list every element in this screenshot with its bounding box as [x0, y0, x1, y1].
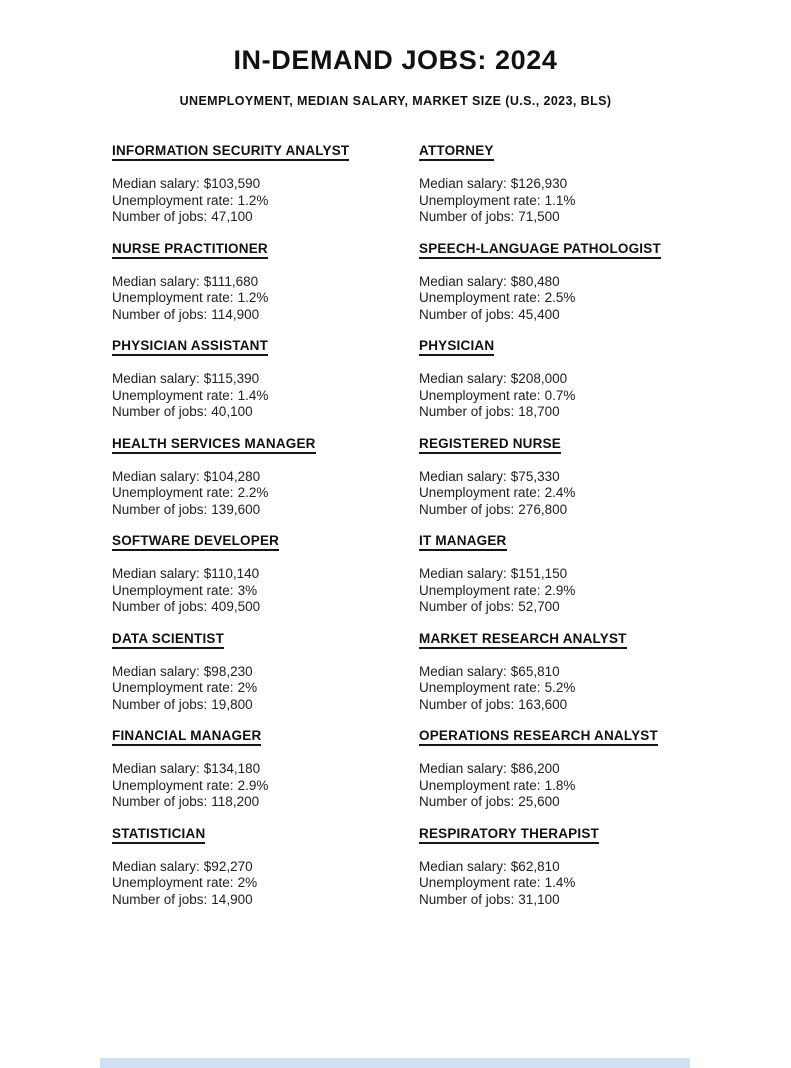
- number-of-jobs-label: Number of jobs:: [112, 501, 208, 517]
- median-salary-line: [419, 664, 751, 681]
- unemployment-rate-line: [112, 388, 419, 405]
- job-section: [419, 532, 751, 616]
- job-section: [419, 435, 751, 519]
- unemployment-rate-line: [419, 680, 751, 697]
- median-salary-line: [419, 566, 751, 583]
- number-of-jobs-label: Number of jobs:: [112, 599, 208, 614]
- unemployment-rate-value: 2.5%: [544, 290, 576, 305]
- job-section: [112, 142, 419, 226]
- unemployment-rate-line: [419, 290, 751, 307]
- number-of-jobs-label: Number of jobs:: [419, 696, 515, 712]
- number-of-jobs-label: Number of jobs:: [112, 794, 208, 809]
- median-salary-line: [112, 566, 419, 583]
- job-section: [419, 727, 751, 811]
- median-salary-label: Median salary:: [419, 371, 507, 386]
- median-salary-line: [112, 761, 419, 778]
- unemployment-rate-label: Unemployment rate:: [112, 387, 234, 403]
- number-of-jobs-label: Number of jobs:: [419, 891, 515, 907]
- number-of-jobs-value: 31,100: [518, 891, 560, 907]
- job-title: [419, 435, 751, 452]
- median-salary-value: $86,200: [510, 761, 560, 776]
- unemployment-rate-line: [419, 875, 751, 892]
- number-of-jobs-line: [419, 404, 751, 421]
- median-salary-line: [419, 371, 751, 388]
- job-title-text: SPEECH-LANGUAGE PATHOLOGIST: [419, 241, 661, 259]
- unemployment-rate-label: Unemployment rate:: [419, 680, 541, 695]
- median-salary-line: [419, 761, 751, 778]
- unemployment-rate-line: [419, 778, 751, 795]
- unemployment-rate-value: 1.4%: [544, 875, 576, 890]
- job-section: [112, 727, 419, 811]
- job-title-text: INFORMATION SECURITY ANALYST: [112, 143, 349, 161]
- unemployment-rate-line: [112, 583, 419, 600]
- unemployment-rate-label: Unemployment rate:: [112, 290, 234, 305]
- job-title-text: STATISTICIAN: [112, 826, 205, 844]
- number-of-jobs-line: [112, 307, 419, 324]
- job-title: [419, 532, 751, 549]
- unemployment-rate-value: 2.9%: [237, 777, 269, 793]
- median-salary-label: Median salary:: [419, 761, 507, 776]
- job-section: [419, 142, 751, 226]
- job-title: [112, 630, 419, 647]
- job-section: [419, 240, 751, 324]
- median-salary-label: Median salary:: [112, 858, 200, 874]
- median-salary-label: Median salary:: [112, 761, 200, 776]
- number-of-jobs-line: [419, 697, 751, 714]
- median-salary-value: $104,280: [203, 468, 261, 484]
- median-salary-value: $75,330: [510, 468, 560, 484]
- unemployment-rate-line: [112, 193, 419, 210]
- median-salary-label: Median salary:: [112, 566, 200, 581]
- median-salary-label: Median salary:: [112, 273, 200, 289]
- unemployment-rate-line: [112, 778, 419, 795]
- number-of-jobs-value: 163,600: [518, 696, 568, 712]
- number-of-jobs-line: [112, 794, 419, 811]
- job-title-text: DATA SCIENTIST: [112, 631, 224, 649]
- median-salary-line: [112, 274, 419, 291]
- number-of-jobs-line: [419, 892, 751, 909]
- unemployment-rate-value: 3%: [237, 582, 258, 598]
- unemployment-rate-value: 0.7%: [544, 387, 576, 403]
- job-title-text: SOFTWARE DEVELOPER: [112, 533, 279, 551]
- number-of-jobs-value: 276,800: [518, 501, 568, 517]
- median-salary-value: $92,270: [203, 858, 253, 874]
- median-salary-line: [419, 859, 751, 876]
- number-of-jobs-line: [112, 599, 419, 616]
- job-title: [112, 142, 419, 159]
- job-section: [112, 435, 419, 519]
- job-section: [419, 630, 751, 714]
- unemployment-rate-value: 2%: [237, 875, 258, 890]
- number-of-jobs-value: 52,700: [518, 599, 560, 614]
- unemployment-rate-value: 2.2%: [237, 485, 269, 500]
- number-of-jobs-line: [112, 209, 419, 226]
- median-salary-value: $98,230: [203, 663, 253, 679]
- number-of-jobs-value: 114,900: [211, 306, 260, 322]
- unemployment-rate-line: [112, 485, 419, 502]
- unemployment-rate-label: Unemployment rate:: [112, 485, 234, 500]
- median-salary-value: $103,590: [203, 176, 261, 191]
- number-of-jobs-line: [419, 307, 751, 324]
- median-salary-label: Median salary:: [419, 858, 507, 874]
- number-of-jobs-value: 18,700: [518, 404, 560, 419]
- footer-accent-bar: [100, 1058, 690, 1068]
- unemployment-rate-line: [112, 875, 419, 892]
- unemployment-rate-label: Unemployment rate:: [419, 485, 541, 500]
- median-salary-value: $126,930: [510, 176, 568, 191]
- job-title: [419, 727, 751, 744]
- job-title-text: PHYSICIAN ASSISTANT: [112, 338, 268, 356]
- unemployment-rate-value: 2.4%: [544, 485, 576, 500]
- median-salary-label: Median salary:: [112, 468, 200, 484]
- median-salary-label: Median salary:: [112, 371, 200, 386]
- number-of-jobs-value: 409,500: [211, 599, 261, 614]
- unemployment-rate-value: 1.2%: [237, 290, 269, 305]
- number-of-jobs-value: 40,100: [211, 404, 253, 419]
- unemployment-rate-label: Unemployment rate:: [419, 387, 541, 403]
- unemployment-rate-value: 2.9%: [544, 582, 576, 598]
- median-salary-value: $134,180: [203, 761, 261, 776]
- unemployment-rate-line: [112, 680, 419, 697]
- median-salary-label: Median salary:: [419, 273, 507, 289]
- job-title: [112, 435, 419, 452]
- number-of-jobs-value: 45,400: [518, 306, 560, 322]
- jobs-grid: [0, 142, 791, 922]
- median-salary-line: [419, 274, 751, 291]
- median-salary-value: $80,480: [510, 273, 560, 289]
- job-title-text: REGISTERED NURSE: [419, 436, 561, 454]
- unemployment-rate-line: [419, 485, 751, 502]
- job-title: [112, 532, 419, 549]
- median-salary-label: Median salary:: [419, 176, 507, 191]
- job-title-text: IT MANAGER: [419, 533, 507, 551]
- number-of-jobs-label: Number of jobs:: [419, 794, 515, 809]
- unemployment-rate-value: 5.2%: [544, 680, 576, 695]
- median-salary-line: [419, 176, 751, 193]
- unemployment-rate-label: Unemployment rate:: [419, 777, 541, 793]
- unemployment-rate-value: 1.2%: [237, 192, 269, 208]
- job-section: [112, 630, 419, 714]
- unemployment-rate-value: 1.8%: [544, 777, 576, 793]
- number-of-jobs-label: Number of jobs:: [112, 696, 208, 712]
- number-of-jobs-label: Number of jobs:: [112, 306, 208, 322]
- median-salary-value: $65,810: [510, 663, 560, 679]
- number-of-jobs-label: Number of jobs:: [112, 209, 208, 224]
- unemployment-rate-label: Unemployment rate:: [112, 582, 234, 598]
- median-salary-value: $62,810: [510, 858, 560, 874]
- number-of-jobs-value: 47,100: [211, 209, 253, 224]
- job-title: [112, 727, 419, 744]
- job-title: [419, 240, 751, 257]
- job-title: [112, 240, 419, 257]
- median-salary-label: Median salary:: [419, 468, 507, 484]
- number-of-jobs-line: [112, 697, 419, 714]
- unemployment-rate-line: [419, 193, 751, 210]
- job-title-text: MARKET RESEARCH ANALYST: [419, 631, 627, 649]
- unemployment-rate-label: Unemployment rate:: [112, 680, 234, 695]
- unemployment-rate-value: 1.4%: [237, 387, 269, 403]
- median-salary-line: [112, 664, 419, 681]
- number-of-jobs-line: [112, 404, 419, 421]
- job-section: [419, 825, 751, 909]
- number-of-jobs-line: [112, 502, 419, 519]
- number-of-jobs-value: 118,200: [211, 794, 260, 809]
- unemployment-rate-label: Unemployment rate:: [419, 290, 541, 305]
- unemployment-rate-value: 1.1%: [544, 192, 576, 208]
- unemployment-rate-line: [419, 388, 751, 405]
- unemployment-rate-label: Unemployment rate:: [419, 875, 541, 890]
- number-of-jobs-line: [419, 794, 751, 811]
- unemployment-rate-line: [419, 583, 751, 600]
- job-title-text: PHYSICIAN: [419, 338, 494, 356]
- median-salary-label: Median salary:: [112, 176, 200, 191]
- number-of-jobs-label: Number of jobs:: [419, 306, 515, 322]
- job-title-text: OPERATIONS RESEARCH ANALYST: [419, 728, 658, 746]
- job-title: [419, 630, 751, 647]
- median-salary-label: Median salary:: [419, 663, 507, 679]
- median-salary-line: [112, 859, 419, 876]
- unemployment-rate-label: Unemployment rate:: [419, 582, 541, 598]
- unemployment-rate-label: Unemployment rate:: [419, 192, 541, 208]
- median-salary-line: [112, 176, 419, 193]
- number-of-jobs-label: Number of jobs:: [419, 209, 515, 224]
- number-of-jobs-value: 14,900: [211, 891, 253, 907]
- job-title-text: ATTORNEY: [419, 143, 494, 161]
- number-of-jobs-value: 71,500: [518, 209, 560, 224]
- median-salary-value: $208,000: [510, 371, 568, 386]
- number-of-jobs-value: 139,600: [211, 501, 261, 517]
- number-of-jobs-value: 19,800: [211, 696, 253, 712]
- unemployment-rate-line: [112, 290, 419, 307]
- number-of-jobs-label: Number of jobs:: [419, 501, 515, 517]
- job-title: [112, 825, 419, 842]
- number-of-jobs-label: Number of jobs:: [112, 404, 208, 419]
- number-of-jobs-line: [419, 502, 751, 519]
- number-of-jobs-line: [112, 892, 419, 909]
- median-salary-label: Median salary:: [112, 663, 200, 679]
- job-section: [112, 825, 419, 909]
- job-title-text: FINANCIAL MANAGER: [112, 728, 261, 746]
- job-title: [419, 337, 751, 354]
- number-of-jobs-label: Number of jobs:: [112, 891, 208, 907]
- job-title: [112, 337, 419, 354]
- median-salary-line: [419, 469, 751, 486]
- median-salary-value: $110,140: [203, 566, 260, 581]
- median-salary-line: [112, 371, 419, 388]
- job-title-text: HEALTH SERVICES MANAGER: [112, 436, 316, 454]
- unemployment-rate-label: Unemployment rate:: [112, 192, 234, 208]
- unemployment-rate-value: 2%: [237, 680, 258, 695]
- job-section: [419, 337, 751, 421]
- unemployment-rate-label: Unemployment rate:: [112, 875, 234, 890]
- page-title: IN-DEMAND JOBS: 2024: [233, 45, 558, 75]
- page-subtitle: UNEMPLOYMENT, MEDIAN SALARY, MARKET SIZE (U.S., 2023, BLS): [179, 94, 612, 108]
- median-salary-label: Median salary:: [419, 566, 507, 581]
- job-section: [112, 240, 419, 324]
- number-of-jobs-line: [419, 209, 751, 226]
- median-salary-value: $151,150: [510, 566, 568, 581]
- median-salary-value: $115,390: [203, 371, 260, 386]
- job-title-text: NURSE PRACTITIONER: [112, 241, 268, 259]
- job-title-text: RESPIRATORY THERAPIST: [419, 826, 599, 844]
- unemployment-rate-label: Unemployment rate:: [112, 777, 234, 793]
- job-section: [112, 532, 419, 616]
- number-of-jobs-label: Number of jobs:: [419, 404, 515, 419]
- median-salary-value: $111,680: [203, 273, 259, 289]
- job-section: [112, 337, 419, 421]
- number-of-jobs-value: 25,600: [518, 794, 560, 809]
- number-of-jobs-line: [419, 599, 751, 616]
- median-salary-line: [112, 469, 419, 486]
- job-title: [419, 142, 751, 159]
- job-title: [419, 825, 751, 842]
- number-of-jobs-label: Number of jobs:: [419, 599, 515, 614]
